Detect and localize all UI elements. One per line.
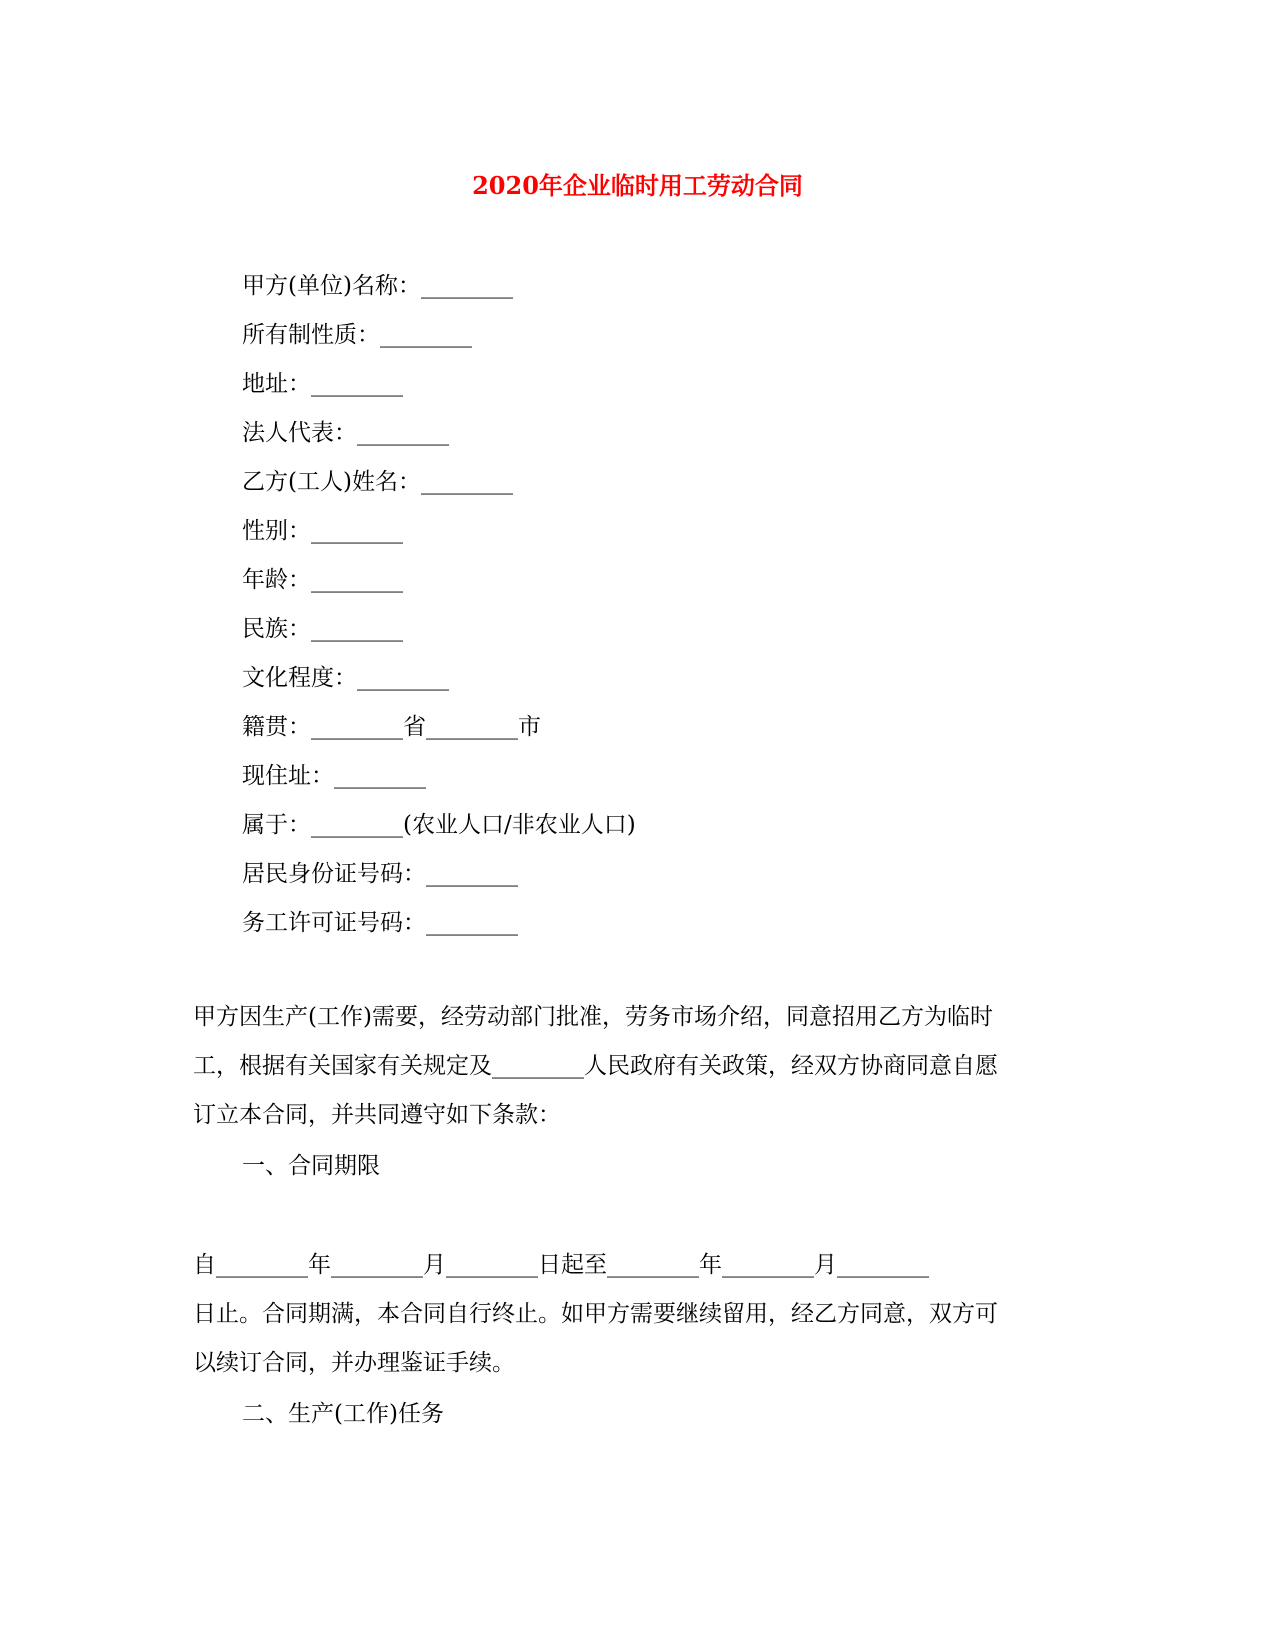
field-age: 年龄：________ [242, 567, 403, 593]
field-gender: 性别：________ [242, 518, 403, 544]
field-id-number: 居民身份证号码：________ [242, 861, 518, 887]
field-native-place: 籍贯：________省________市 [242, 714, 541, 740]
field-work-permit-number: 务工许可证号码：________ [242, 910, 518, 936]
intro-paragraph [193, 993, 1083, 1140]
field-worker-name: 乙方(工人)姓名：________ [242, 469, 513, 495]
party-info-list [242, 262, 636, 948]
field-household-type: 属于：________(农业人口/非农业人口) [242, 812, 636, 838]
term-line: 日止。合同期满，本合同自行终止。如甲方需要继续留用，经乙方同意，双方可 [193, 1301, 998, 1327]
term-line: 以续订合同，并办理鉴证手续。 [193, 1350, 515, 1376]
section-heading-contract-term: 一、合同期限 [242, 1153, 380, 1179]
intro-line: 订立本合同，并共同遵守如下条款： [193, 1102, 561, 1128]
field-legal-representative: 法人代表：________ [242, 420, 449, 446]
section-heading-work-tasks: 二、生产(工作)任务 [242, 1401, 444, 1427]
field-current-address: 现住址：________ [242, 763, 426, 789]
field-ownership-type: 所有制性质：________ [242, 322, 472, 348]
contract-term-paragraph [193, 1241, 1083, 1388]
field-address: 地址：________ [242, 371, 403, 397]
document-title: 2020年企业临时用工劳动合同 [472, 171, 803, 200]
intro-line: 工，根据有关国家有关规定及________人民政府有关政策，经双方协商同意自愿 [193, 1053, 998, 1079]
field-employer-name: 甲方(单位)名称：________ [242, 273, 513, 299]
term-line: 自________年________月________日起至________年________月________ [193, 1252, 929, 1278]
field-ethnicity: 民族：________ [242, 616, 403, 642]
field-education: 文化程度：________ [242, 665, 449, 691]
intro-line: 甲方因生产(工作)需要，经劳动部门批准，劳务市场介绍，同意招用乙方为临时 [193, 1004, 993, 1030]
